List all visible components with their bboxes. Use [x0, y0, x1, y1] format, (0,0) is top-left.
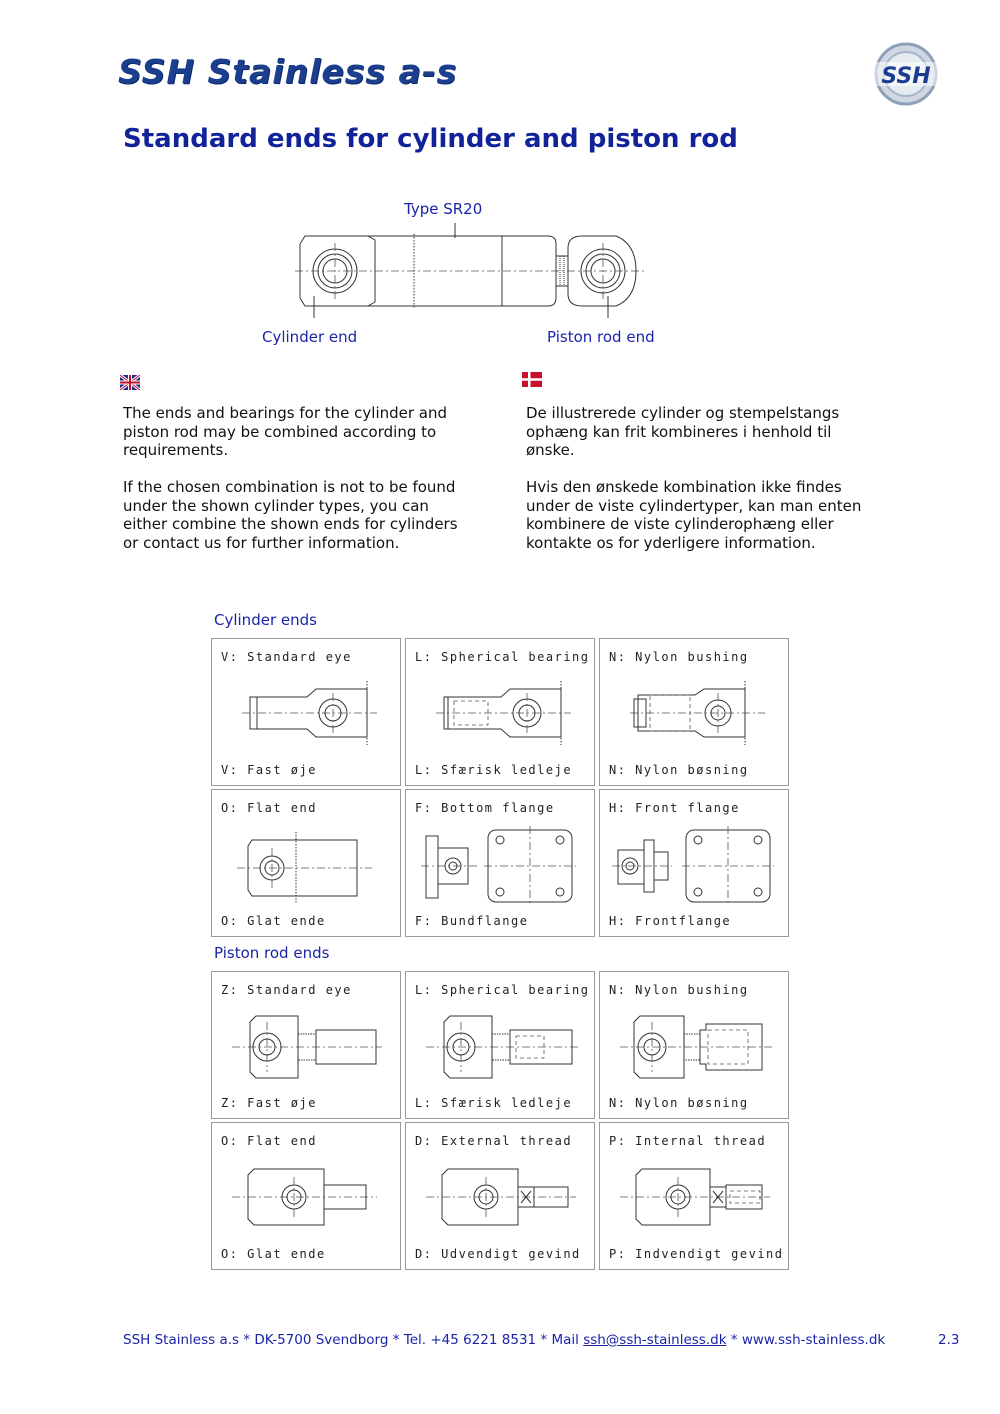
cell-label-top: O: Flat end: [221, 1134, 317, 1148]
cell-label-top: D: External thread: [415, 1134, 573, 1148]
cell-label-bottom: O: Glat ende: [221, 914, 326, 928]
rod-spherical-bearing-drawing: [406, 1000, 594, 1090]
cell-label-bottom: D: Udvendigt gevind: [415, 1247, 581, 1261]
cell-label-top: L: Spherical bearing: [415, 983, 590, 997]
page-number: 2.3: [938, 1332, 960, 1348]
cell-label-bottom: P: Indvendigt gevind: [609, 1247, 784, 1261]
cell-label-top: H: Front flange: [609, 801, 740, 815]
dk-flag-icon: [522, 372, 542, 387]
cell-label-bottom: V: Fast øje: [221, 763, 317, 777]
footer-website: * www.ssh-stainless.dk: [726, 1332, 886, 1348]
piston-end-l-cell: [405, 971, 595, 1119]
cell-label-top: L: Spherical bearing: [415, 650, 590, 664]
cell-label-bottom: H: Frontflange: [609, 914, 732, 928]
page-title: Standard ends for cylinder and piston rod: [123, 124, 738, 154]
cell-label-top: N: Nylon bushing: [609, 650, 749, 664]
front-flange-drawing: [600, 818, 788, 908]
standard-eye-drawing: [212, 667, 400, 757]
piston-end-n-cell: [599, 971, 789, 1119]
cell-label-bottom: L: Sfærisk ledleje: [415, 1096, 573, 1110]
cylinder-end-h-cell: [599, 789, 789, 937]
badge-text: SSH: [881, 64, 931, 89]
danish-paragraph-2: Hvis den ønskede kombination ikke findes under de viste cylindertyper, kan man enten kombinere de viste cylinderophæng eller kontakte os for yderligere information.: [526, 478, 862, 552]
cylinder-end-l-cell: [405, 638, 595, 786]
cylinder-end-label: Cylinder end: [262, 328, 358, 346]
cell-label-top: P: Internal thread: [609, 1134, 767, 1148]
cylinder-end-v-cell: [211, 638, 401, 786]
english-text: [123, 404, 473, 571]
cylinder-end-o-cell: [211, 789, 401, 937]
cell-label-top: N: Nylon bushing: [609, 983, 749, 997]
piston-rod-end-label: Piston rod end: [547, 328, 655, 346]
danish-text: [526, 404, 871, 571]
spherical-bearing-drawing: [406, 667, 594, 757]
danish-paragraph-1: De illustrerede cylinder og stempelstangs ophæng kan frit kombineres i henhold til ønske.: [526, 404, 840, 459]
piston-end-p-cell: [599, 1122, 789, 1270]
cell-label-bottom: F: Bundflange: [415, 914, 529, 928]
footer-contact: [123, 1332, 885, 1348]
piston-end-o-cell: [211, 1122, 401, 1270]
cell-label-top: F: Bottom flange: [415, 801, 555, 815]
cell-label-bottom: Z: Fast øje: [221, 1096, 317, 1110]
ssh-badge-logo: [866, 42, 946, 106]
cylinder-end-f-cell: [405, 789, 595, 937]
rod-standard-eye-drawing: [212, 1000, 400, 1090]
cylinder-diagram: [290, 218, 650, 318]
bottom-flange-drawing: [406, 818, 594, 908]
uk-flag-icon: [120, 375, 140, 390]
cell-label-top: Z: Standard eye: [221, 983, 352, 997]
nylon-bushing-drawing: [600, 667, 788, 757]
footer-address: SSH Stainless a.s * DK-5700 Svendborg * Tel. +45 6221 8531 * Mail: [123, 1332, 584, 1348]
rod-nylon-bushing-drawing: [600, 1000, 788, 1090]
piston-rod-ends-title: Piston rod ends: [214, 944, 330, 962]
cell-label-bottom: N: Nylon bøsning: [609, 1096, 749, 1110]
cell-label-bottom: O: Glat ende: [221, 1247, 326, 1261]
cylinder-ends-title: Cylinder ends: [214, 611, 317, 629]
cell-label-bottom: N: Nylon bøsning: [609, 763, 749, 777]
cell-label-bottom: L: Sfærisk ledleje: [415, 763, 573, 777]
english-paragraph-2: If the chosen combination is not to be found under the shown cylinder types, you can either combine the shown ends for cylinders or contact us for further information.: [123, 478, 458, 552]
rod-external-thread-drawing: [406, 1151, 594, 1241]
footer-email-link[interactable]: ssh@ssh-stainless.dk: [583, 1332, 727, 1348]
cylinder-end-n-cell: [599, 638, 789, 786]
piston-end-z-cell: [211, 971, 401, 1119]
type-label: Type SR20: [404, 200, 483, 218]
english-paragraph-1: The ends and bearings for the cylinder and piston rod may be combined according to requirements.: [123, 404, 448, 459]
rod-internal-thread-drawing: [600, 1151, 788, 1241]
cell-label-top: O: Flat end: [221, 801, 317, 815]
cell-label-top: V: Standard eye: [221, 650, 352, 664]
rod-flat-end-drawing: [212, 1151, 400, 1241]
piston-end-d-cell: [405, 1122, 595, 1270]
flat-end-drawing: [212, 818, 400, 908]
company-logo-text: SSH Stainless a-s: [118, 52, 458, 91]
